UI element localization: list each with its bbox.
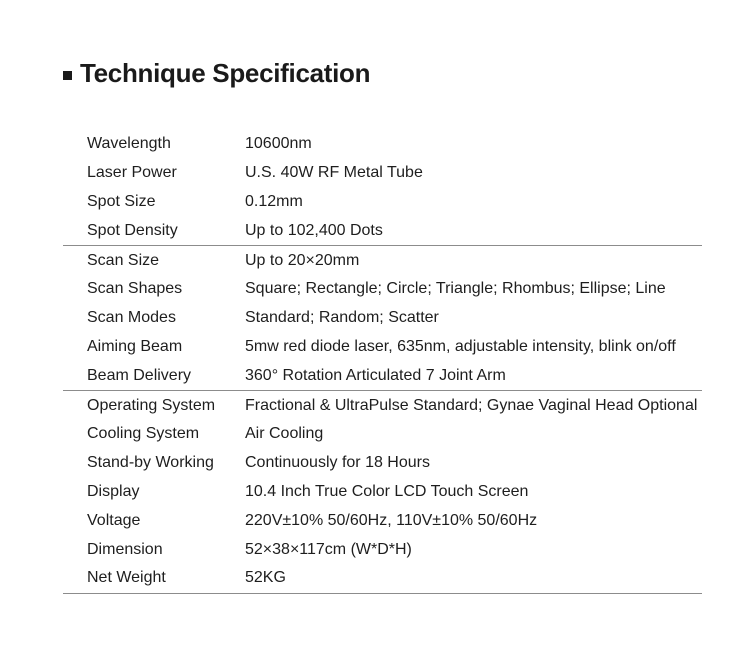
spec-value: U.S. 40W RF Metal Tube (245, 164, 423, 182)
spec-row (63, 449, 702, 478)
spec-group (63, 246, 702, 391)
page-title: Technique Specification (80, 58, 371, 88)
spec-value: Continuously for 18 Hours (245, 454, 430, 472)
spec-label: Cooling System (87, 425, 200, 443)
spec-label: Scan Size (87, 251, 160, 269)
spec-value: Standard; Random; Scatter (245, 309, 439, 327)
spec-label: Stand-by Working (87, 454, 214, 472)
spec-label: Beam Delivery (87, 366, 192, 384)
spec-value: 5mw red diode laser, 635nm, adjustable intensity, blink on/off (245, 337, 676, 355)
spec-value: 0.12mm (245, 192, 303, 210)
spec-row (63, 506, 702, 535)
square-bullet-icon (63, 71, 72, 80)
spec-value: Up to 20×20mm (245, 251, 360, 269)
spec-label: Net Weight (87, 569, 166, 587)
spec-value: 360° Rotation Articulated 7 Joint Arm (245, 366, 506, 384)
spec-row (63, 275, 702, 304)
spec-group (63, 391, 702, 594)
spec-value: Up to 102,400 Dots (245, 221, 383, 239)
spec-label: Wavelength (87, 135, 171, 153)
spec-row (63, 159, 702, 188)
spec-row (63, 478, 702, 507)
spec-label: Aiming Beam (87, 337, 183, 355)
spec-value: Fractional & UltraPulse Standard; Gynae Vaginal Head Optional (245, 396, 698, 414)
spec-row (63, 420, 702, 449)
spec-row (63, 188, 702, 217)
spec-label: Spot Density (87, 221, 178, 239)
spec-label: Spot Size (87, 192, 156, 210)
spec-value: 52KG (245, 569, 286, 587)
spec-row (63, 333, 702, 362)
spec-label: Scan Modes (87, 309, 176, 327)
spec-label: Display (87, 482, 140, 500)
spec-row (63, 535, 702, 564)
spec-value: 10600nm (245, 135, 312, 153)
spec-row (63, 216, 702, 245)
spec-label: Operating System (87, 396, 216, 414)
spec-group (63, 130, 702, 246)
spec-label: Dimension (87, 540, 163, 558)
spec-row (63, 391, 702, 420)
spec-row (63, 246, 702, 275)
spec-row (63, 361, 702, 390)
spec-value: 10.4 Inch True Color LCD Touch Screen (245, 482, 529, 500)
spec-value: Square; Rectangle; Circle; Triangle; Rhombus; Ellipse; Line (245, 280, 666, 298)
spec-value: Air Cooling (245, 425, 324, 443)
spec-row (63, 130, 702, 159)
section-heading (63, 58, 370, 89)
spec-value: 52×38×117cm (W*D*H) (245, 540, 412, 558)
spec-row (63, 304, 702, 333)
spec-label: Voltage (87, 511, 141, 529)
spec-label: Scan Shapes (87, 280, 183, 298)
spec-row (63, 564, 702, 593)
spec-label: Laser Power (87, 164, 177, 182)
spec-value: 220V±10% 50/60Hz, 110V±10% 50/60Hz (245, 511, 538, 529)
specification-table (63, 130, 702, 594)
